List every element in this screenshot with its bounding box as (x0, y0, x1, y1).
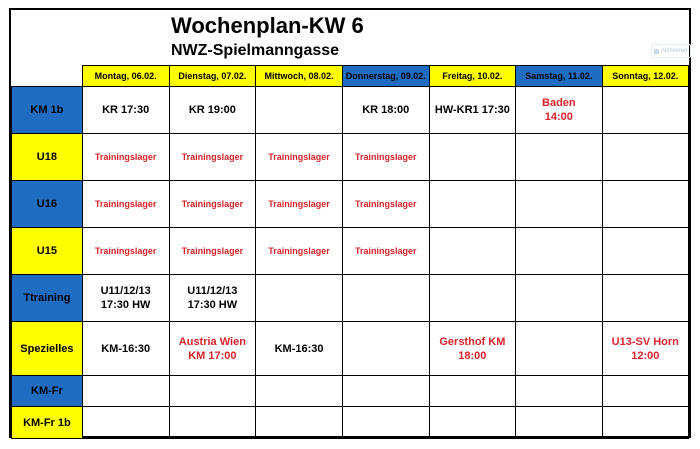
cell-text: KM-16:30 (101, 342, 151, 355)
cell-text: Trainingslager (268, 152, 330, 162)
schedule-cell-thu (342, 376, 429, 407)
day-header-saturday: Samstag, 11.02. (516, 66, 602, 87)
row-label: KM 1b (12, 87, 83, 134)
cell-text: Austria Wien (178, 335, 246, 348)
schedule-cell-mon (82, 322, 169, 376)
schedule-cell-thu (342, 322, 429, 376)
cell-text: KR 18:00 (362, 104, 410, 116)
cell-text: Trainingslager (268, 246, 330, 256)
schedule-cell-wed (256, 376, 343, 407)
schedule-row (12, 181, 689, 228)
day-header-thursday: Donnerstag, 09.02. (342, 66, 429, 87)
schedule-cell-tue (169, 376, 256, 407)
schedule-cell-tue (169, 228, 256, 275)
schedule-cell-sat (516, 322, 602, 376)
page-title: Wochenplan-KW 6 (171, 13, 364, 38)
schedule-cell-thu (342, 275, 429, 322)
schedule-cell-sat (516, 87, 602, 134)
schedule-row (12, 134, 689, 181)
cell-text: Gersthof KM (439, 335, 506, 348)
schedule-body (12, 87, 689, 439)
corner-cell (12, 66, 83, 87)
schedule-cell-sun (602, 134, 688, 181)
day-header-tuesday: Dienstag, 07.02. (169, 66, 256, 87)
cell-text: KM-16:30 (274, 342, 324, 355)
day-header-monday: Montag, 06.02. (82, 66, 169, 87)
day-header-row (12, 66, 689, 87)
cell-text: Trainingslager (268, 199, 330, 209)
schedule-cell-thu (342, 87, 429, 134)
cell-text: Trainingslager (94, 152, 157, 162)
cell-text: KR 19:00 (188, 104, 236, 116)
schedule-cell-wed (256, 181, 343, 228)
schedule-cell-fri (429, 376, 516, 407)
schedule-cell-sun (602, 181, 688, 228)
schedule-cell-sat (516, 181, 602, 228)
schedule-cell-tue (169, 275, 256, 322)
cell-text: Trainingslager (94, 246, 157, 256)
cell-text: HW-KR1 17:30 (434, 104, 510, 116)
schedule-cell-mon (82, 134, 169, 181)
schedule-cell-fri (429, 228, 516, 275)
day-header-wednesday: Mittwoch, 08.02. (256, 66, 343, 87)
schedule-cell-sat (516, 275, 602, 322)
schedule-cell-tue (169, 87, 256, 134)
row-label: Ttraining (12, 275, 83, 322)
schedule-cell-fri (429, 322, 516, 376)
schedule-cell-thu (342, 228, 429, 275)
schedule-row (12, 376, 689, 407)
cell-text: Trainingslager (354, 246, 417, 256)
schedule-cell-sat (516, 134, 602, 181)
schedule-cell-sun (602, 322, 688, 376)
schedule-cell-wed (256, 87, 343, 134)
cell-text: Baden (542, 97, 576, 109)
cell-text: U11/12/13 (187, 285, 238, 297)
row-label: Spezielles (12, 322, 83, 376)
schedule-row (12, 87, 689, 134)
activate-button-label: Aktivieren (661, 48, 688, 54)
day-header-sunday: Sonntag, 12.02. (602, 66, 688, 87)
schedule-cell-sun (602, 376, 688, 407)
cell-text: Trainingslager (94, 199, 157, 209)
schedule-row (12, 275, 689, 322)
day-header-friday: Freitag, 10.02. (429, 66, 516, 87)
cell-text: U11/12/13 (100, 285, 151, 297)
schedule-cell-mon (82, 228, 169, 275)
row-label: U18 (12, 134, 83, 181)
schedule-cell-fri (429, 134, 516, 181)
schedule-row (12, 322, 689, 376)
row-label: U15 (12, 228, 83, 275)
schedule-sheet (9, 8, 691, 438)
schedule-cell-sun (602, 87, 688, 134)
row-label: KM-Fr (12, 376, 83, 407)
cell-text: 12:00 (631, 349, 660, 362)
row-label: U16 (12, 181, 83, 228)
cell-text: KM 17:00 (188, 349, 237, 362)
cell-text: Trainingslager (354, 199, 417, 209)
cell-text: 17:30 HW (100, 299, 151, 311)
schedule-cell-tue (169, 407, 256, 439)
schedule-cell-fri (429, 275, 516, 322)
cell-text: 17:30 HW (187, 299, 238, 311)
cell-text: KR 17:30 (102, 104, 150, 116)
page-subtitle: NWZ-Spielmanngasse (171, 42, 340, 59)
schedule-cell-mon (82, 407, 169, 439)
schedule-cell-wed (256, 275, 343, 322)
schedule-cell-sat (516, 376, 602, 407)
schedule-cell-wed (256, 228, 343, 275)
window-icon (654, 49, 659, 54)
schedule-cell-wed (256, 407, 343, 439)
cell-text: Trainingslager (181, 199, 244, 209)
schedule-cell-thu (342, 407, 429, 439)
schedule-cell-mon (82, 87, 169, 134)
schedule-table (11, 65, 689, 439)
schedule-cell-thu (342, 134, 429, 181)
cell-text: Trainingslager (181, 152, 244, 162)
schedule-cell-sat (516, 228, 602, 275)
cell-text: Trainingslager (181, 246, 244, 256)
schedule-cell-tue (169, 134, 256, 181)
title-area (11, 10, 691, 65)
cell-text: U13-SV Horn (611, 335, 679, 348)
schedule-cell-mon (82, 181, 169, 228)
schedule-cell-sat (516, 407, 602, 439)
schedule-cell-sun (602, 407, 688, 439)
schedule-cell-fri (429, 407, 516, 439)
schedule-cell-mon (82, 376, 169, 407)
schedule-cell-thu (342, 181, 429, 228)
activate-button[interactable] (651, 44, 691, 58)
schedule-cell-wed (256, 134, 343, 181)
schedule-cell-wed (256, 322, 343, 376)
schedule-cell-sun (602, 275, 688, 322)
cell-text: 18:00 (458, 349, 487, 362)
schedule-cell-tue (169, 322, 256, 376)
schedule-cell-sun (602, 228, 688, 275)
schedule-cell-mon (82, 275, 169, 322)
schedule-cell-tue (169, 181, 256, 228)
schedule-row (12, 228, 689, 275)
schedule-row (12, 407, 689, 439)
cell-text: 14:00 (544, 111, 573, 123)
schedule-cell-fri (429, 87, 516, 134)
cell-text: Trainingslager (354, 152, 417, 162)
schedule-cell-fri (429, 181, 516, 228)
row-label: KM-Fr 1b (12, 407, 83, 439)
